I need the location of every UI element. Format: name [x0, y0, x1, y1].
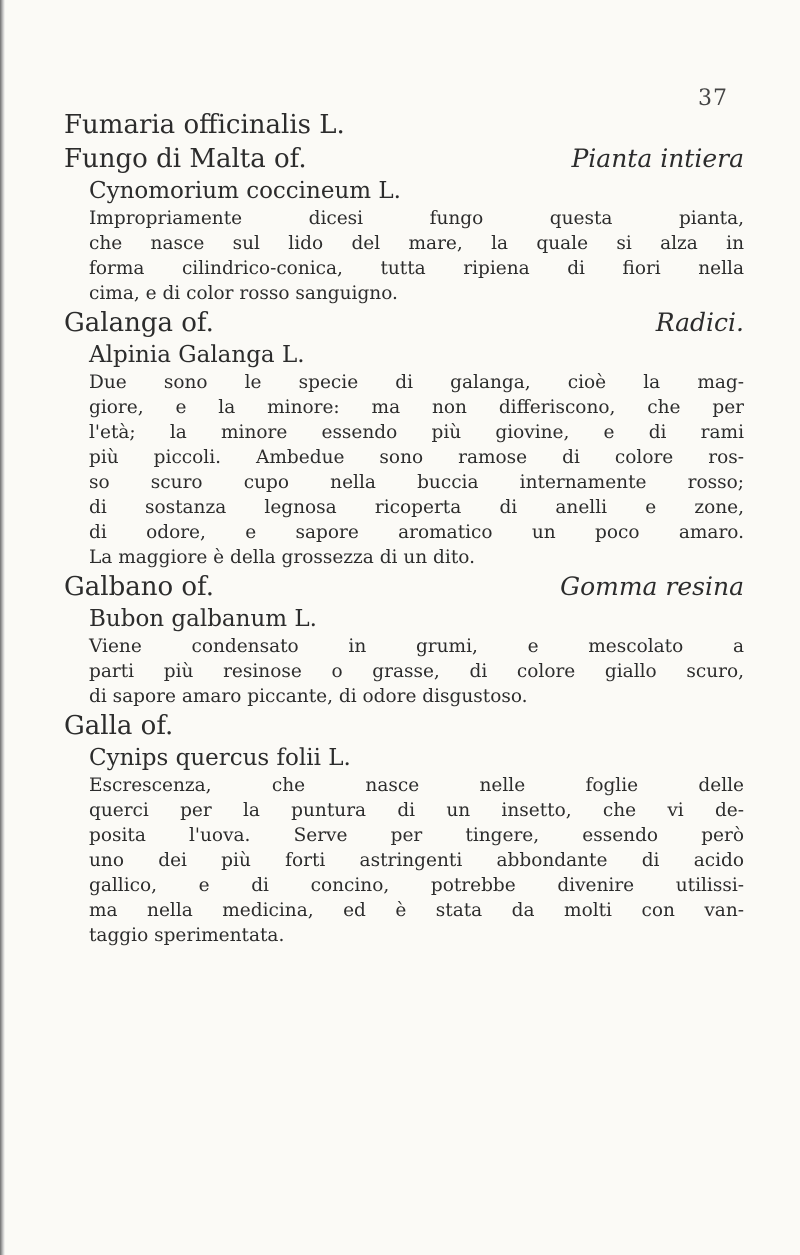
text-line: querci per la puntura di un insetto, che vi de- — [89, 800, 744, 821]
text-line: forma cilindrico-conica, tutta ripiena di fiori nella — [89, 258, 744, 279]
page-text — [64, 108, 744, 948]
entry-name: Galanga of. — [64, 308, 214, 338]
text-line: Impropriamente dicesi fungo questa pianta, — [89, 208, 744, 229]
page-number: 37 — [698, 86, 728, 111]
entry-name: Galbano of. — [64, 572, 215, 602]
entry-name: Galla of. — [64, 711, 174, 741]
entry-description — [64, 634, 744, 709]
text-line: Viene condensato in grumi, e mescolato a — [89, 636, 744, 657]
entry-part: Gomma resina — [560, 572, 744, 601]
text-line: di sapore amaro piccante, di odore disgustoso. — [89, 686, 528, 707]
text-line: Due sono le specie di galanga, cioè la mag- — [89, 372, 744, 393]
text-line: uno dei più forti astringenti abbondante di acido — [89, 850, 744, 871]
entry-header — [64, 570, 744, 604]
text-line: l'età; la minore essendo più giovine, e di rami — [89, 422, 744, 443]
text-line: ma nella medicina, ed è stata da molti con van- — [89, 900, 744, 921]
text-line: giore, e la minore: ma non differiscono, che per — [89, 397, 744, 418]
scientific-name: Bubon galbanum L. — [89, 606, 317, 632]
text-line: La maggiore è della grossezza di un dito. — [89, 547, 475, 568]
text-line: parti più resinose o grasse, di colore giallo scuro, — [89, 661, 744, 682]
text-line: che nasce sul lido del mare, la quale si alza in — [89, 233, 744, 254]
text-line: di sostanza legnosa ricoperta di anelli e zone, — [89, 497, 744, 518]
text-line: di odore, e sapore aromatico un poco amaro. — [89, 522, 744, 543]
text-line: posita l'uova. Serve per tingere, essendo però — [89, 825, 744, 846]
entry-header — [64, 306, 744, 340]
entry-description — [64, 206, 744, 306]
entry-header — [64, 709, 744, 743]
text-line: più piccoli. Ambedue sono ramose di colore ros- — [89, 447, 744, 468]
scientific-name: Cynips quercus folii L. — [89, 745, 351, 771]
entry-part: Pianta intiera — [571, 144, 744, 173]
text-line: gallico, e di concino, potrebbe divenire utilissi- — [89, 875, 744, 896]
text-line: Escrescenza, che nasce nelle foglie delle — [89, 775, 744, 796]
text-line: cima, e di color rosso sanguigno. — [89, 283, 398, 304]
entry-name: Fungo di Malta of. — [64, 144, 307, 174]
entry-part: Radici. — [655, 308, 744, 337]
scientific-name: Alpinia Galanga L. — [89, 342, 305, 368]
entry-header — [64, 142, 744, 176]
entry-description — [64, 370, 744, 570]
entry-description — [64, 773, 744, 948]
text-line: so scuro cupo nella buccia internamente rosso; — [89, 472, 744, 493]
page-edge-shadow — [0, 0, 5, 1255]
scientific-name: Cynomorium coccineum L. — [89, 178, 401, 204]
text-line: taggio sperimentata. — [89, 925, 285, 946]
entry-header-fumaria: Fumaria officinalis L. — [64, 110, 345, 140]
